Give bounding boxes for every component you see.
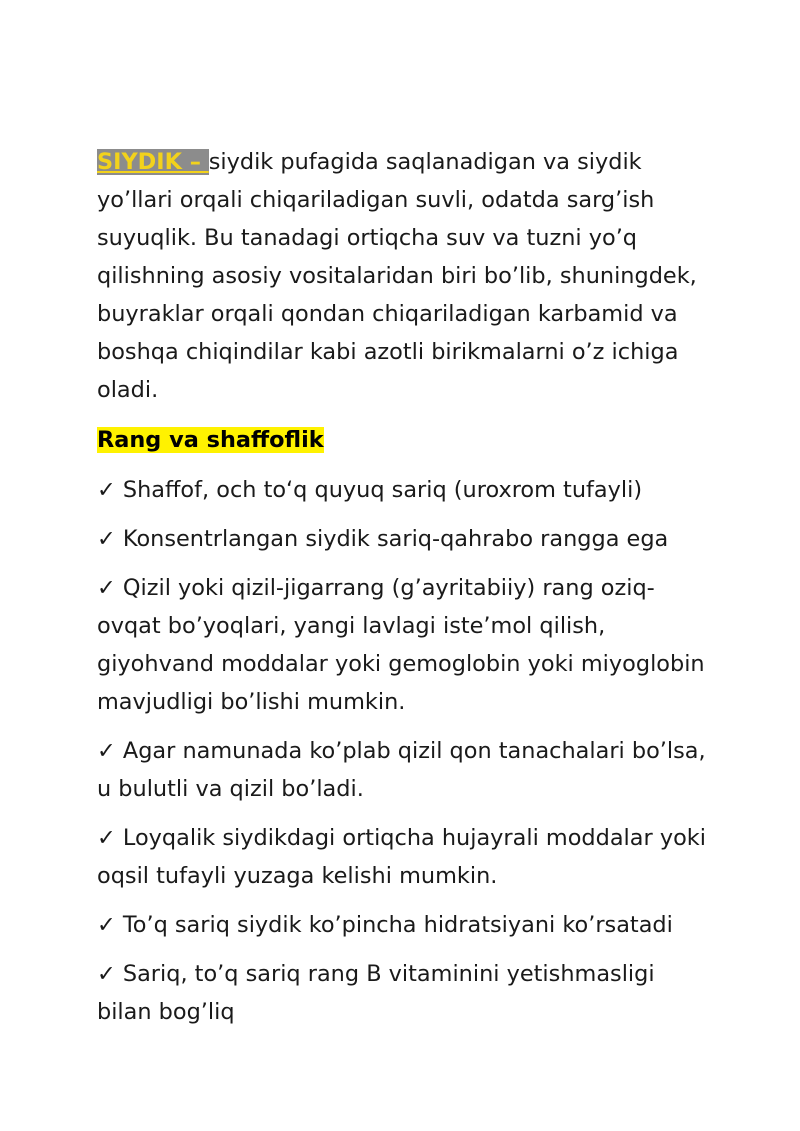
intro-text: siydik pufagida saqlanadigan va siydik yo’llari orqali chiqariladigan suvli, odatda sarg’ish suyuqlik. Bu tanadagi ortiqcha suv va tuzni yo’q qilishning asosiy vositalaridan biri bo’lib, shuningdek, buyraklar orqali qondan chiqariladigan karbamid va boshqa chiqindilar kabi azotli birikmalarni o’z ichiga oladi. — [97, 149, 697, 403]
list-item: ✓ Qizil yoki qizil-jigarrang (g’ayritabiiy) rang oziq-ovqat bo’yoqlari, yangi lavlagi iste’mol qilish, giyohvand moddalar yoki gemoglobin yoki miyoglobin mavjudligi bo’lishi mumkin. — [97, 575, 705, 715]
section-heading — [97, 421, 712, 459]
intro-paragraph — [97, 143, 712, 409]
list-item: ✓ Loyqalik siydikdagi ortiqcha hujayrali moddalar yoki oqsil tufayli yuzaga kelishi mumkin. — [97, 825, 706, 889]
list-item: ✓ Konsentrlangan siydik sariq-qahrabo rangga ega — [97, 526, 669, 552]
list-item: ✓ To’q sariq siydik ko’pincha hidratsiyani ko’rsatadi — [97, 912, 673, 938]
term-siydik: SIYDIK – — [97, 149, 209, 175]
document-page — [97, 143, 712, 1042]
list-item: ✓ Sariq, to’q sariq rang B vitaminini yetishmasligi bilan bog’liq — [97, 961, 655, 1025]
list-item: ✓ Shaffof, och to‘q quyuq sariq (uroxrom tufayli) — [97, 477, 643, 503]
list-item: ✓ Agar namunada ko’plab qizil qon tanachalari bo’lsa, u bulutli va qizil bo’ladi. — [97, 738, 706, 802]
section-heading-text: Rang va shaffoflik — [97, 427, 324, 453]
